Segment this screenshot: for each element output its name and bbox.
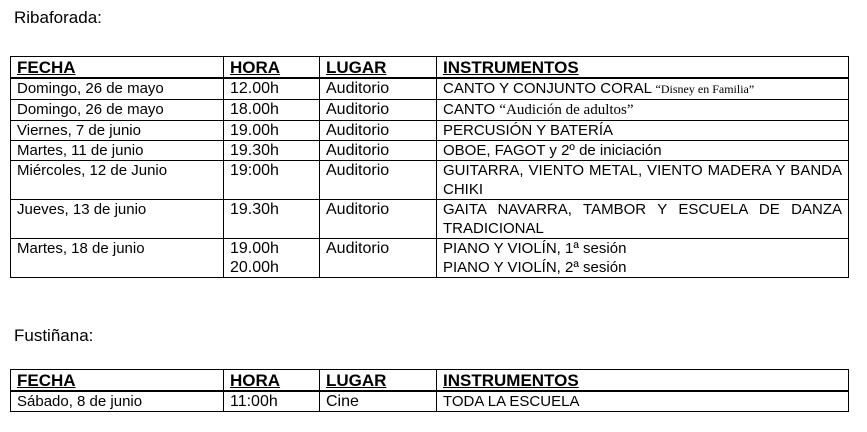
header-instrumentos: INSTRUMENTOS	[437, 57, 849, 79]
cell-instrumentos	[437, 391, 849, 412]
cell-fecha: Martes, 11 de junio	[11, 141, 224, 161]
cell-instrumentos	[437, 78, 849, 100]
instrumentos-line	[443, 100, 842, 120]
cell-lugar: Auditorio	[320, 161, 437, 200]
table-row	[11, 78, 849, 100]
cell-hora	[224, 141, 320, 161]
instrumentos-subtitle: “Disney en Familia”	[655, 82, 755, 96]
cell-hora	[224, 200, 320, 239]
instrumentos-subtitle: “Audición de adultos”	[499, 102, 634, 118]
table-row	[11, 141, 849, 161]
cell-lugar: Cine	[320, 391, 437, 412]
cell-instrumentos	[437, 239, 849, 278]
header-instrumentos: INSTRUMENTOS	[437, 370, 849, 392]
hora-value: 20.00h	[230, 259, 279, 276]
table-body	[11, 391, 849, 412]
cell-hora	[224, 391, 320, 412]
cell-lugar: Auditorio	[320, 141, 437, 161]
header-fecha: FECHA	[11, 57, 224, 79]
cell-hora	[224, 100, 320, 121]
schedule-table-fustinana	[10, 369, 849, 412]
cell-fecha: Domingo, 26 de mayo	[11, 78, 224, 100]
hora-value: 18.00h	[230, 101, 279, 118]
section-title-ribaforada: Ribaforada:	[14, 8, 102, 27]
cell-hora	[224, 161, 320, 200]
instrumentos-line	[443, 258, 842, 277]
table-body	[11, 78, 849, 278]
header-lugar: LUGAR	[320, 370, 437, 392]
cell-instrumentos	[437, 200, 849, 239]
cell-fecha: Martes, 18 de junio	[11, 239, 224, 278]
cell-lugar: Auditorio	[320, 100, 437, 121]
cell-instrumentos	[437, 100, 849, 121]
instrumentos-text: PIANO Y VIOLÍN, 2ª sesión	[443, 259, 627, 276]
cell-hora	[224, 78, 320, 100]
hora-value: 19.00h	[230, 122, 279, 139]
instrumentos-text: CANTO	[443, 101, 500, 118]
instrumentos-line	[443, 79, 842, 99]
cell-lugar: Auditorio	[320, 239, 437, 278]
cell-lugar: Auditorio	[320, 121, 437, 141]
instrumentos-text: GAITA NAVARRA, TAMBOR Y ESCUELA DE DANZA TRADICIONAL	[443, 201, 842, 237]
cell-fecha: Domingo, 26 de mayo	[11, 100, 224, 121]
cell-hora	[224, 239, 320, 278]
instrumentos-text: PIANO Y VIOLÍN, 1ª sesión	[443, 240, 627, 257]
cell-fecha: Sábado, 8 de junio	[11, 391, 224, 412]
hora-value: 19:00h	[230, 162, 279, 179]
table-row	[11, 121, 849, 141]
table-row	[11, 200, 849, 239]
instrumentos-line	[443, 239, 842, 258]
instrumentos-line	[443, 141, 842, 160]
cell-fecha: Miércoles, 12 de Junio	[11, 161, 224, 200]
cell-instrumentos	[437, 121, 849, 141]
cell-fecha: Viernes, 7 de junio	[11, 121, 224, 141]
section-title-fustinana: Fustiñana:	[14, 326, 94, 345]
header-hora: HORA	[224, 370, 320, 392]
hora-value: 19.30h	[230, 201, 279, 218]
table-row	[11, 239, 849, 278]
instrumentos-text: OBOE, FAGOT y 2º de iniciación	[443, 142, 662, 159]
instrumentos-text: PERCUSIÓN Y BATERÍA	[443, 122, 614, 139]
table-row	[11, 161, 849, 200]
hora-value: 11:00h	[230, 393, 278, 410]
cell-fecha: Jueves, 13 de junio	[11, 200, 224, 239]
instrumentos-text: TODA LA ESCUELA	[443, 393, 580, 410]
cell-instrumentos	[437, 141, 849, 161]
cell-lugar: Auditorio	[320, 78, 437, 100]
schedule-table-ribaforada	[10, 56, 849, 278]
hora-value: 12.00h	[230, 80, 279, 97]
hora-value: 19.30h	[230, 142, 279, 159]
instrumentos-line	[443, 121, 842, 140]
table-row	[11, 391, 849, 412]
table-header-row	[11, 370, 849, 392]
cell-instrumentos	[437, 161, 849, 200]
table-row	[11, 100, 849, 121]
cell-lugar: Auditorio	[320, 200, 437, 239]
cell-hora	[224, 121, 320, 141]
header-lugar: LUGAR	[320, 57, 437, 79]
instrumentos-text: CANTO Y CONJUNTO CORAL	[443, 80, 656, 97]
hora-value: 19.00h	[230, 240, 279, 257]
header-fecha: FECHA	[11, 370, 224, 392]
table-header-row	[11, 57, 849, 79]
instrumentos-text: GUITARRA, VIENTO METAL, VIENTO MADERA Y BANDA CHIKI	[443, 162, 842, 198]
header-hora: HORA	[224, 57, 320, 79]
instrumentos-line	[443, 392, 842, 411]
instrumentos-line	[443, 200, 842, 238]
instrumentos-line	[443, 161, 842, 199]
